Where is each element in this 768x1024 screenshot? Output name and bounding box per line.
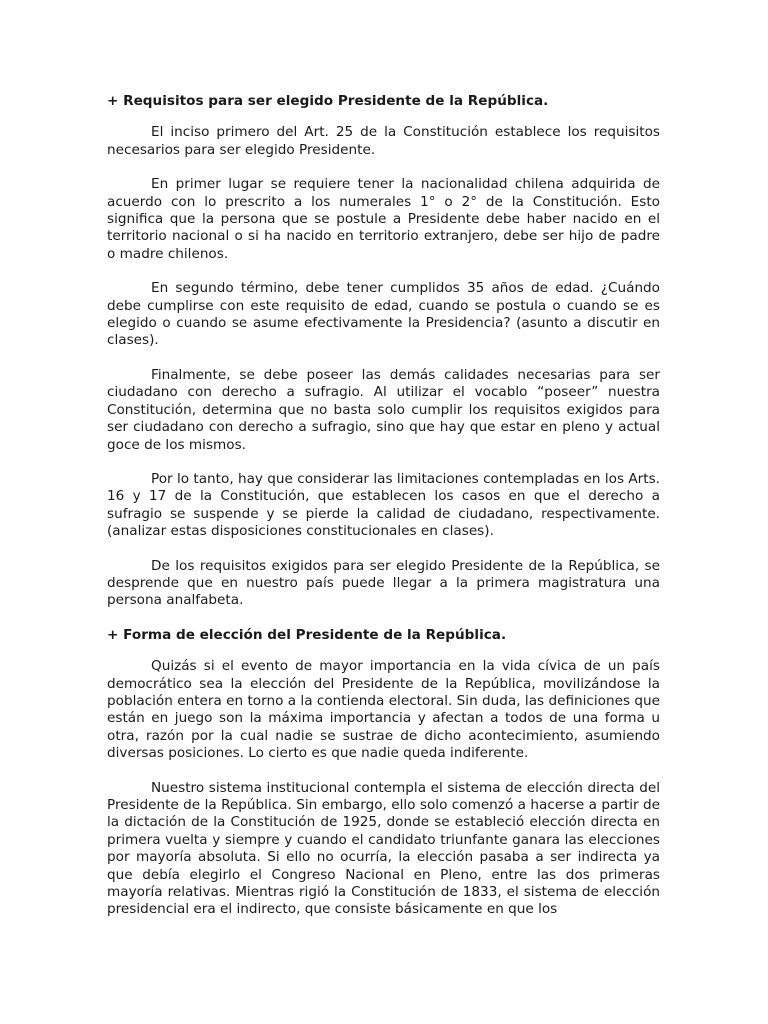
paragraph: En segundo término, debe tener cumplidos 35 años de edad. ¿Cuándo debe cumplirse con este requisito de edad, cuando se postula o cuando se es elegido o cuando se asume efectivamente la Presidencia? (asunto a discutir en clases). — [107, 280, 660, 349]
paragraph: En primer lugar se requiere tener la nacionalidad chilena adquirida de acuerdo con lo prescrito a los numerales 1° o 2° de la Constitución. Esto significa que la persona que se postule a Presidente debe haber nacido en el territorio nacional o si ha nacido en territorio extranjero, debe ser hijo de padre o madre chilenos. — [107, 176, 660, 262]
paragraph: Quizás si el evento de mayor importancia en la vida cívica de un país democrático sea la elección del Presidente de la República, movilizándose la población entera en torno a la contienda electoral. Sin duda, las definiciones que están en juego son la máxima importancia y afectan a todos de una forma u otra, razón por la cual nadie se sustrae de dicho acontecimiento, asumiendo diversas posiciones. Lo cierto es que nadie queda indiferente. — [107, 658, 660, 762]
paragraph: Finalmente, se debe poseer las demás calidades necesarias para ser ciudadano con derecho a sufragio. Al utilizar el vocablo “poseer” nuestra Constitución, determina que no basta solo cumplir los requisitos exigidos para ser ciudadano con derecho a sufragio, sino que hay que estar en pleno y actual goce de los mismos. — [107, 366, 660, 453]
paragraph: De los requisitos exigidos para ser elegido Presidente de la República, se desprende que en nuestro país puede llegar a la primera magistratura una persona analfabeta. — [107, 557, 660, 609]
document-page — [107, 93, 660, 936]
section-requisitos — [107, 93, 660, 610]
section-forma-eleccion — [107, 627, 660, 919]
section-heading: + Forma de elección del Presidente de la República. — [107, 626, 507, 643]
paragraph: El inciso primero del Art. 25 de la Constitución establece los requisitos necesarios para ser elegido Presidente. — [107, 124, 660, 158]
paragraph: Nuestro sistema institucional contempla el sistema de elección directa del Presidente de la República. Sin embargo, ello solo comenzó a hacerse a partir de la dictación de la Constitución de 1925, donde se estableció elección directa en primera vuelta y siempre y cuando el candidato triunfante ganara las elecciones por mayoría absoluta. Si ello no ocurría, la elección pasaba a ser indirecta ya que debía elegirlo el Congreso Nacional en Pleno, entre las dos primeras mayoría relativas. Mientras rigió la Constitución de 1833, el sistema de elección presidencial era el indirecto, que consiste básicamente en que los — [107, 779, 660, 918]
paragraph: Por lo tanto, hay que considerar las limitaciones contempladas en los Arts. 16 y 17 de la Constitución, que establecen los casos en que el derecho a sufragio se suspende y se pierde la calidad de ciudadano, respectivamente. (analizar estas disposiciones constitucionales en clases). — [107, 470, 660, 540]
section-heading: + Requisitos para ser elegido Presidente de la República. — [107, 93, 549, 109]
